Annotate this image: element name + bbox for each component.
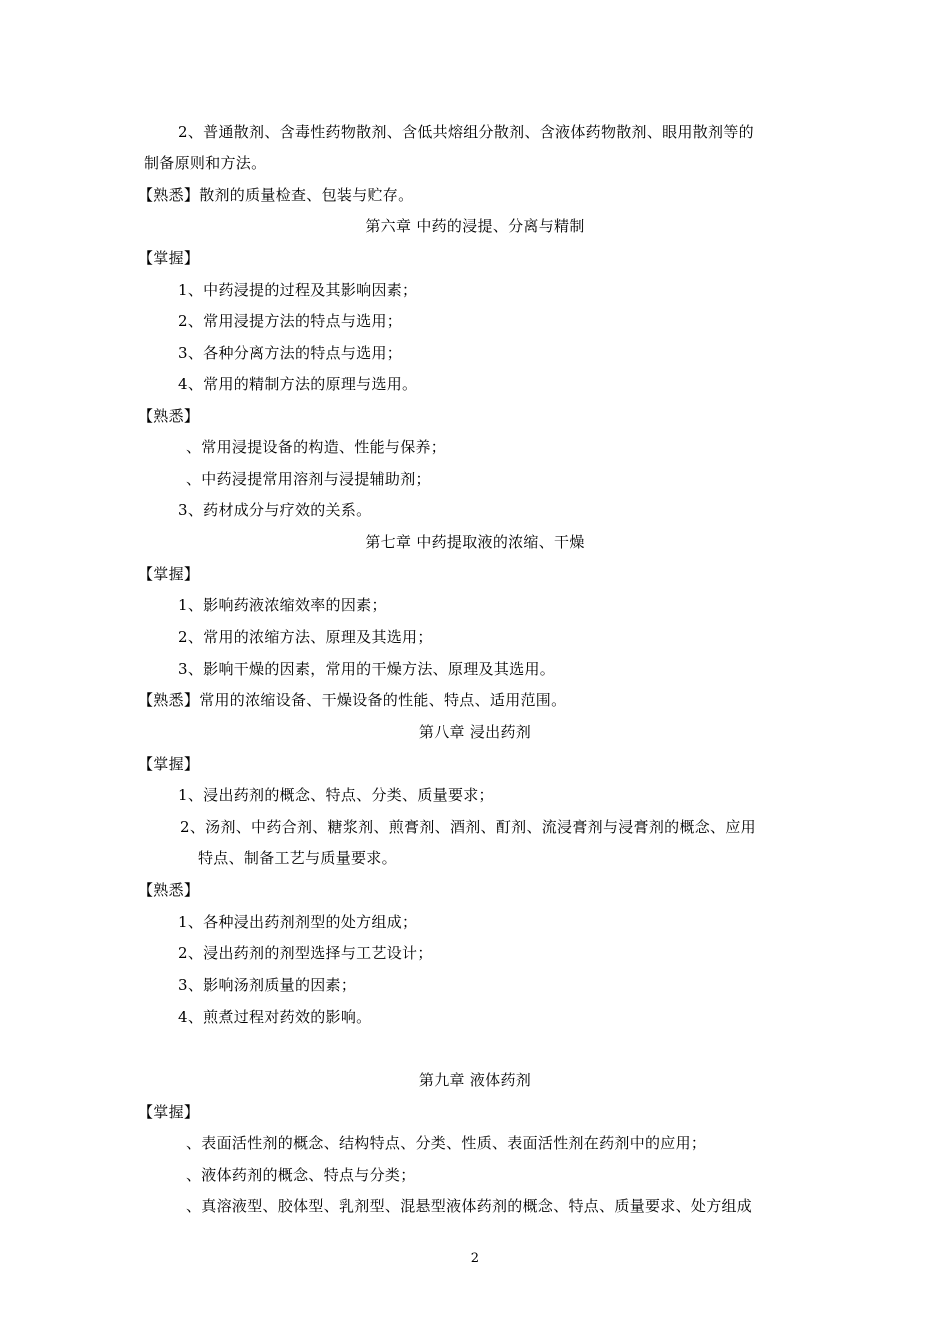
list-item: 3、药材成分与疗效的关系。 bbox=[178, 501, 372, 519]
text-line: 特点、制备工艺与质量要求。 bbox=[198, 849, 397, 867]
list-item: 3、影响汤剂质量的因素； bbox=[178, 976, 357, 994]
chapter-6-heading: 第六章 中药的浸提、分离与精制 bbox=[365, 217, 585, 235]
list-item: 1、浸出药剂的概念、特点、分类、质量要求； bbox=[178, 786, 494, 804]
list-item: 3、影响干燥的因素，常用的干燥方法、原理及其选用。 bbox=[178, 660, 556, 678]
master-label: 【掌握】 bbox=[138, 249, 200, 267]
master-label: 【掌握】 bbox=[138, 565, 200, 583]
list-item: 、液体药剂的概念、特点与分类； bbox=[186, 1166, 416, 1184]
chapter-7-heading: 第七章 中药提取液的浓缩、干燥 bbox=[365, 533, 585, 551]
chapter-8-heading: 第八章 浸出药剂 bbox=[418, 723, 532, 741]
list-item: 3、各种分离方法的特点与选用； bbox=[178, 344, 403, 362]
list-item: 、真溶液型、胶体型、乳剂型、混悬型液体药剂的概念、特点、质量要求、处方组成 bbox=[186, 1197, 753, 1215]
page-number: 2 bbox=[470, 1251, 480, 1266]
list-item: 、表面活性剂的概念、结构特点、分类、性质、表面活性剂在药剂中的应用； bbox=[186, 1134, 707, 1152]
list-item: 、常用浸提设备的构造、性能与保养； bbox=[186, 438, 447, 456]
list-item: 1、中药浸提的过程及其影响因素； bbox=[178, 281, 418, 299]
list-item: 2、普通散剂、含毒性药物散剂、含低共熔组分散剂、含液体药物散剂、眼用散剂等的 bbox=[178, 123, 754, 141]
list-item: 、中药浸提常用溶剂与浸提辅助剂； bbox=[186, 470, 431, 488]
list-item: 2、汤剂、中药合剂、糖浆剂、煎膏剂、酒剂、酊剂、流浸膏剂与浸膏剂的概念、应用 bbox=[180, 818, 756, 836]
familiar-label: 【熟悉】 bbox=[138, 407, 200, 425]
list-item: 4、常用的精制方法的原理与选用。 bbox=[178, 375, 418, 393]
text-line: 制备原则和方法。 bbox=[144, 154, 267, 172]
familiar-section: 【熟悉】散剂的质量检查、包装与贮存。 bbox=[138, 186, 414, 204]
master-label: 【掌握】 bbox=[138, 755, 200, 773]
list-item: 2、常用浸提方法的特点与选用； bbox=[178, 312, 403, 330]
chapter-9-heading: 第九章 液体药剂 bbox=[418, 1071, 532, 1089]
familiar-section: 【熟悉】常用的浓缩设备、干燥设备的性能、特点、适用范围。 bbox=[138, 691, 567, 709]
list-item: 1、各种浸出药剂剂型的处方组成； bbox=[178, 913, 418, 931]
list-item: 1、影响药液浓缩效率的因素； bbox=[178, 596, 387, 614]
master-label: 【掌握】 bbox=[138, 1103, 200, 1121]
list-item: 2、常用的浓缩方法、原理及其选用； bbox=[178, 628, 433, 646]
list-item: 4、煎煮过程对药效的影响。 bbox=[178, 1008, 372, 1026]
list-item: 2、浸出药剂的剂型选择与工艺设计； bbox=[178, 944, 433, 962]
familiar-label: 【熟悉】 bbox=[138, 881, 200, 899]
